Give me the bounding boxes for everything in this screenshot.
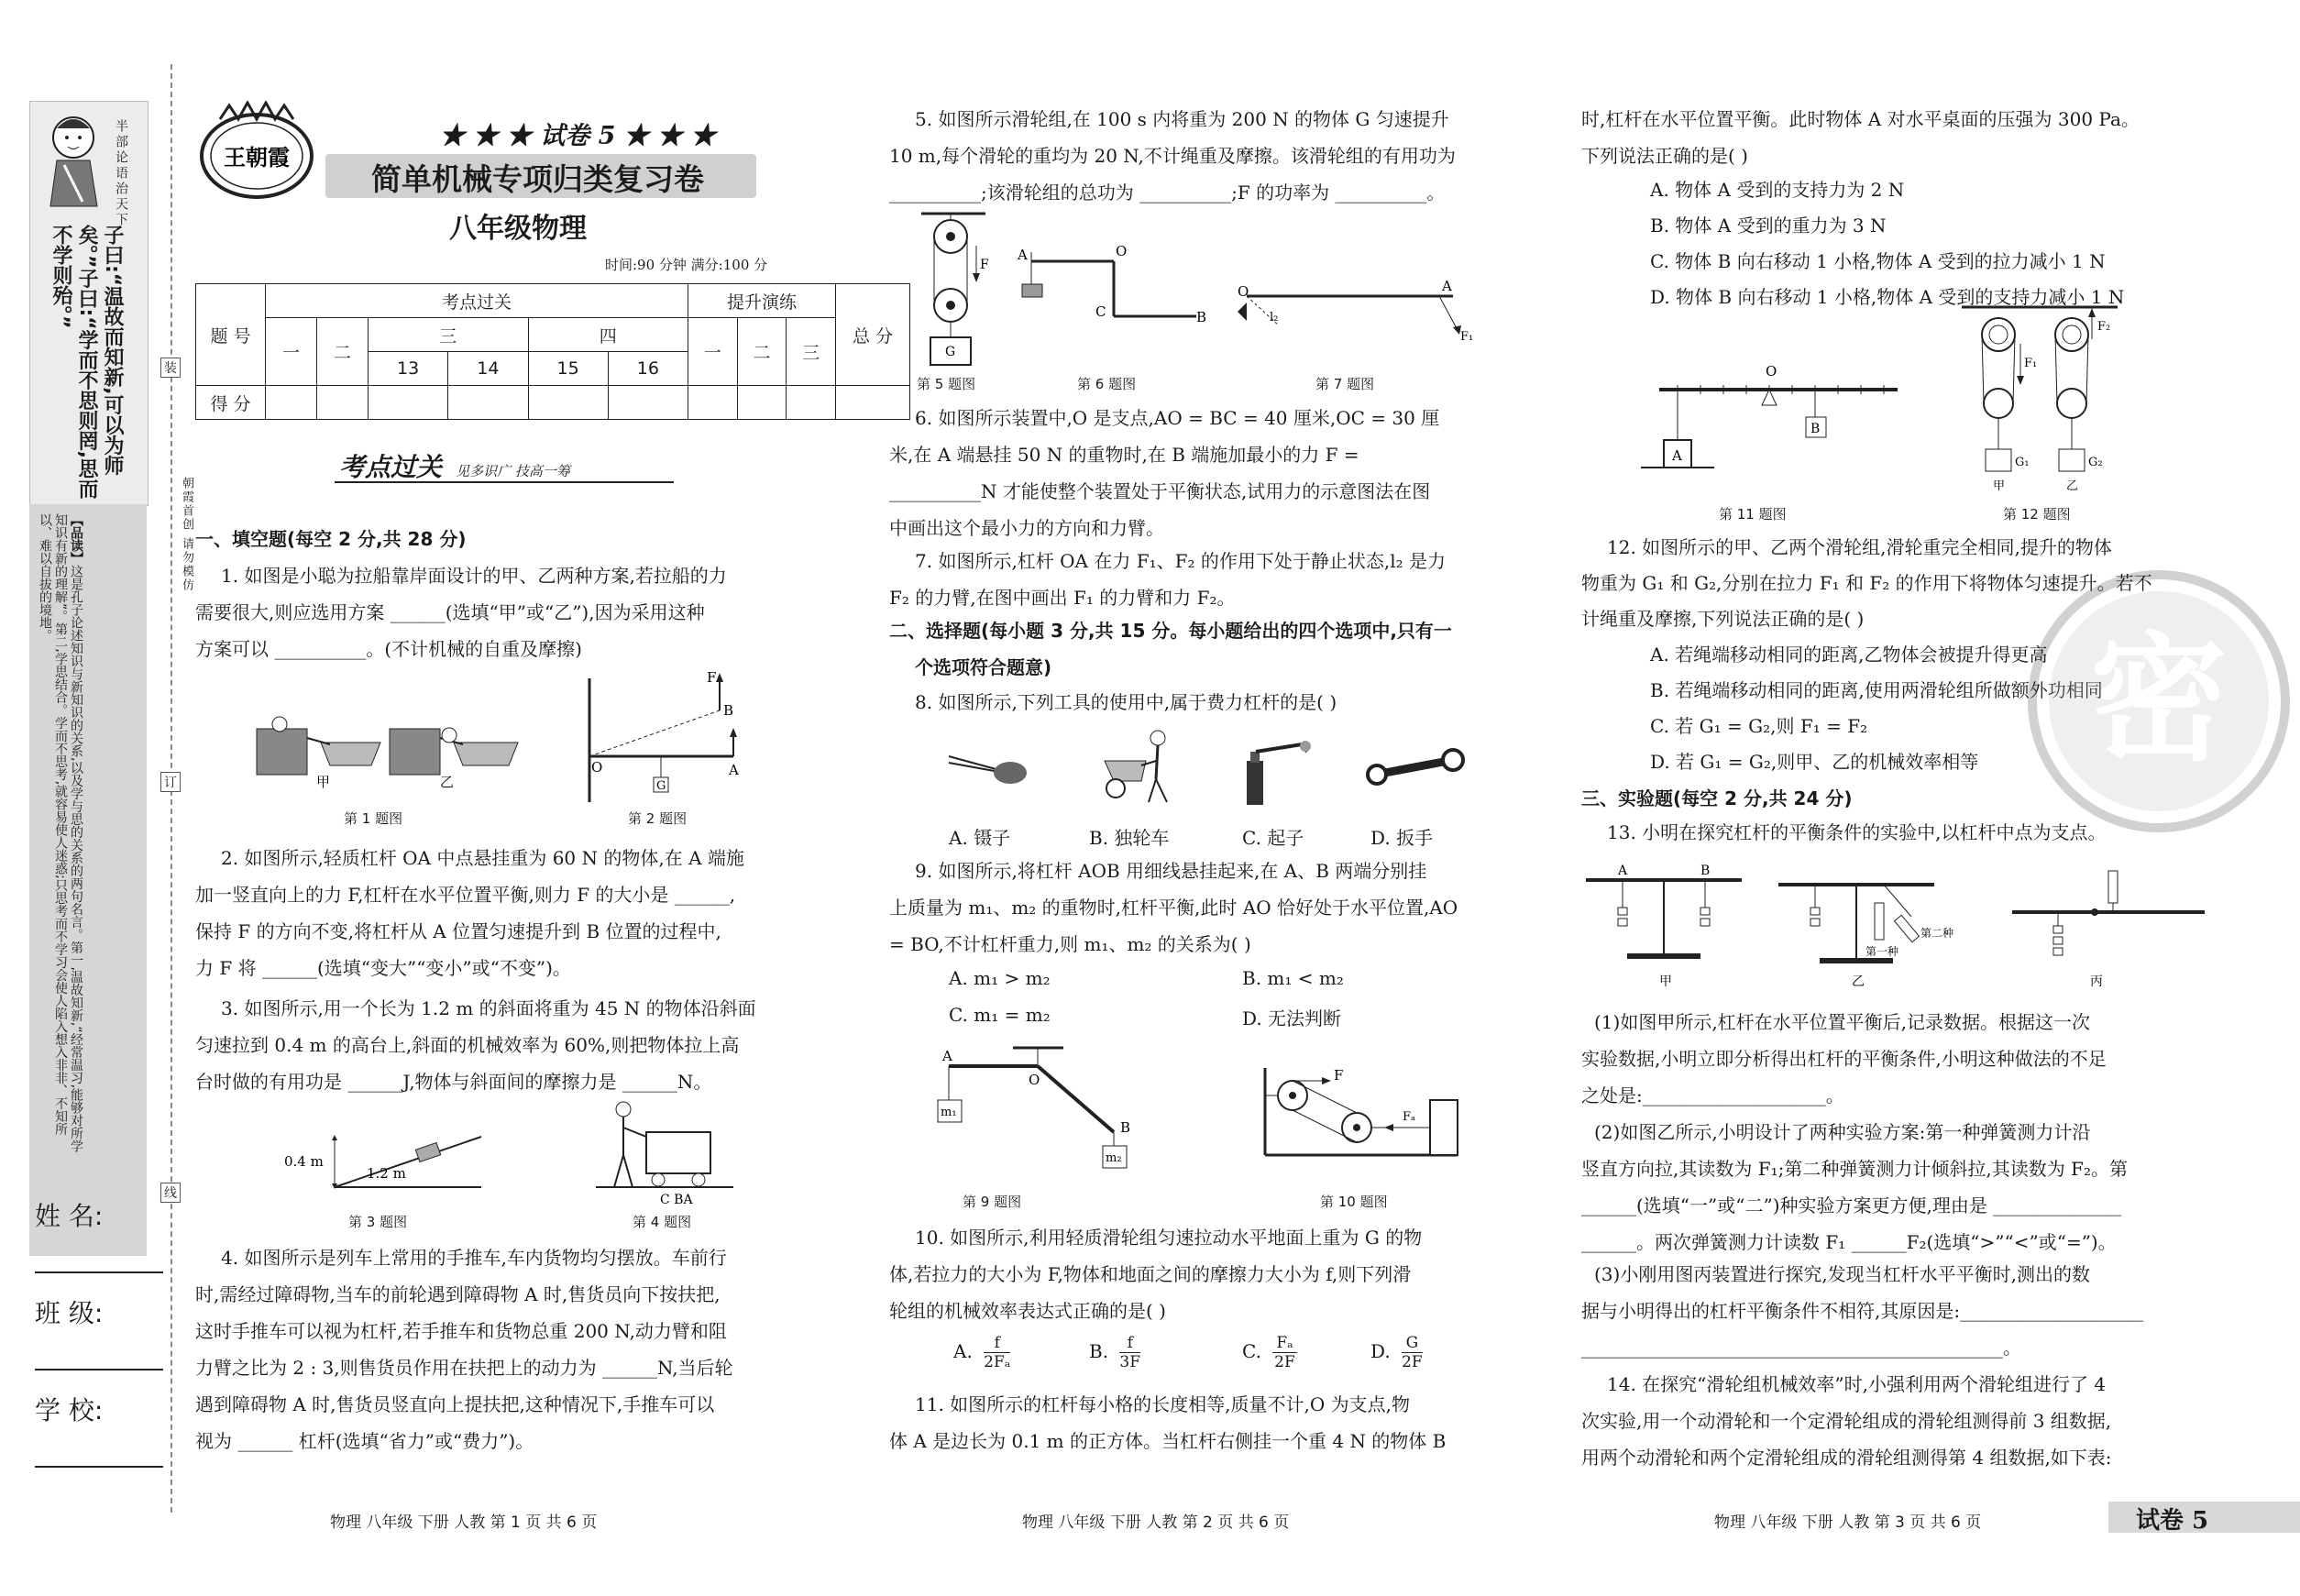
q11-opt-a[interactable]: A. 物体 A 受到的支持力为 2 N: [1650, 179, 1905, 201]
q6-line: 米,在 A 端悬挂 50 N 的重物时,在 B 端施加最小的力 F =: [889, 444, 1359, 466]
question-11-cont: [1581, 101, 2195, 174]
school-field[interactable]: [35, 1429, 163, 1468]
score-14: 14: [448, 352, 528, 386]
paper-number: ★ ★ ★ 试卷 5 ★ ★ ★: [440, 122, 716, 150]
fig1-caption: 第 1 题图: [344, 810, 403, 827]
student-info: [35, 1196, 163, 1468]
question-2: [195, 840, 809, 986]
fig5-G: G: [945, 345, 956, 359]
q3-line: 匀速拉到 0.4 m 的高台上,斜面的机械效率为 60%,则把物体拉上高: [195, 1034, 740, 1056]
q1-line: 需要很大,则应选用方案 ______(选填“甲”或“乙”),因为采用这种: [195, 601, 705, 623]
fig7-caption: 第 7 题图: [1315, 376, 1375, 392]
score-c1: 一: [266, 318, 317, 386]
secret-stamp-icon: [2026, 568, 2292, 834]
q13-3-line: 据与小明得出的杠杆平衡条件不相符,其原因是:____________________: [1581, 1300, 2144, 1322]
page-title: 简单机械专项归类复习卷: [371, 161, 704, 197]
score-group-1: 考点过关: [266, 284, 688, 318]
fig6-B: B: [1196, 309, 1207, 325]
brand-logo: [193, 101, 321, 202]
question-7: [889, 543, 1503, 616]
fig9-m1: m₁: [941, 1106, 957, 1119]
figure-7: [1233, 280, 1480, 344]
score-cell[interactable]: [787, 386, 836, 420]
fig1-yi: 乙: [440, 774, 455, 788]
fig5-F: F: [980, 258, 989, 272]
boat-yi: [390, 728, 518, 775]
q11-line: 体 A 是边长为 0.1 m 的正方体。当杠杆右侧挂一个重 4 N 的物体 B: [889, 1430, 1447, 1452]
score-cell[interactable]: [369, 386, 448, 420]
q11-options: [1650, 172, 2218, 315]
fig2-O: O: [591, 759, 603, 776]
fig9-m2: m₂: [1106, 1151, 1122, 1165]
figure-3: [280, 1109, 490, 1201]
q6-line: __________N 才能使整个装置处于平衡状态,试用力的示意图法在图: [889, 480, 1431, 502]
fig2-A: A: [729, 762, 739, 778]
q4-line: 遇到障碍物 A 时,售货员竖直向上提扶把,这种情况下,手推车可以: [195, 1393, 715, 1415]
banner-main: 考点过关: [339, 452, 443, 482]
q14-line: 用两个动滑轮和两个定滑轮组成的滑轮组测得第 4 组数据,如下表:: [1581, 1447, 2112, 1469]
binding-pin-3: 线: [160, 1183, 181, 1203]
score-cell[interactable]: [266, 386, 317, 420]
logo-text: 王朝霞: [224, 144, 290, 171]
name-field[interactable]: [35, 1235, 163, 1273]
section3-title: 三、实验题(每空 2 分,共 24 分): [1581, 787, 1853, 809]
score-c6: 二: [737, 318, 787, 386]
fig12-F1: F₁: [2024, 357, 2038, 370]
fig13-jia: [1586, 864, 1742, 989]
q11-opt-b[interactable]: B. 物体 A 受到的重力为 3 N: [1650, 215, 1887, 237]
boat-jia: [257, 717, 380, 775]
q8-tweezers-icon: [944, 743, 1027, 788]
figure-13: [1581, 853, 2214, 990]
question-13-1: [1581, 1004, 2205, 1114]
confucius-cartoon-icon: [37, 110, 112, 211]
stamp-text: 密: [2089, 621, 2228, 780]
score-table: [195, 283, 910, 420]
fig12-F2: F₂: [2097, 320, 2111, 334]
q4-line: 时,需经过障碍物,当车的前轮遇到障碍物 A 时,售货员向下按扶把,: [195, 1283, 721, 1305]
fig2-F: F: [707, 669, 717, 686]
q13-3-line: (3)小刚用图丙装置进行探究,发现当杠杆水平平衡时,测出的数: [1594, 1263, 2091, 1285]
pulley-yi: [2055, 308, 2096, 471]
fig13-B: B: [1700, 864, 1711, 878]
q11-opt-d[interactable]: D. 物体 B 向右移动 1 小格,物体 A 受到的支持力减小 1 N: [1650, 286, 2125, 308]
score-cell[interactable]: [528, 386, 608, 420]
fig11-B: B: [1810, 422, 1821, 436]
frac-num: G: [1402, 1334, 1423, 1353]
question-14: [1581, 1366, 2205, 1476]
q4-line: 力臂之比为 2 : 3,则售货员作用在扶把上的动力为 ______N,当后轮: [195, 1357, 733, 1379]
figure-9: [926, 1040, 1137, 1178]
section2-title-line: 个选项符合题意): [915, 656, 1052, 678]
fig9-B: B: [1120, 1119, 1131, 1136]
q13-2-line: 竖直方向拉,其读数为 F₁;第二种弹簧测力计倾斜拉,其读数为 F₂。第: [1581, 1158, 2128, 1180]
fig9-caption: 第 9 题图: [963, 1194, 1022, 1210]
q12-opt-a[interactable]: A. 若绳端移动相同的距离,乙物体会被提升得更高: [1650, 644, 2048, 666]
q10-line: 体,若拉力的大小为 F,物体和地面之间的摩擦力大小为 f,则下列滑: [889, 1263, 1412, 1285]
footer-tag: 试卷 5: [2136, 1507, 2209, 1535]
q8-opt-a[interactable]: A. 镊子: [949, 827, 1011, 849]
q13-3-line: ______________________________________________。: [1581, 1337, 2021, 1359]
q14-line: 次实验,用一个动滑轮和一个定滑轮组成的滑轮组测得前 3 组数据,: [1581, 1410, 2112, 1432]
fig6-O: O: [1116, 243, 1128, 259]
q9-line: = BO,不计杠杆重力,则 m₁、m₂ 的关系为( ): [889, 933, 1251, 955]
question-13-3: [1581, 1256, 2205, 1366]
fig6-caption: 第 6 题图: [1077, 376, 1137, 392]
q10-opt-b[interactable]: [1089, 1334, 1140, 1371]
fig11-A: A: [1672, 447, 1682, 464]
q8-wrench-icon: [1366, 747, 1467, 793]
fig2-G: G: [656, 779, 666, 793]
q8-opt-b[interactable]: B. 独轮车: [1089, 827, 1170, 849]
q10-opt-d[interactable]: [1370, 1334, 1423, 1371]
fig13-jia-label: 甲: [1659, 974, 1672, 989]
q13-1-line: 实验数据,小明立即分析得出杠杆的平衡条件,小明这种做法的不足: [1581, 1048, 2107, 1070]
fig7-O: O: [1238, 283, 1249, 300]
q7-line: 7. 如图所示,杠杆 OA 在力 F₁、F₂ 的作用下处于静止状态,l₂ 是力: [915, 550, 1446, 572]
q2-line: 保持 F 的方向不变,将杠杆从 A 位置匀速提升到 B 位置的过程中,: [195, 920, 721, 942]
question-1: [195, 557, 809, 667]
binding-pin-2: 订: [160, 772, 181, 792]
q8-wheelbarrow-icon: [1095, 724, 1178, 807]
q13-2-line: ______(选填“一”或“二”)种实验方案更方便,理由是 ______________: [1581, 1194, 2122, 1216]
question-9: [889, 853, 1503, 963]
fig9-O: O: [1029, 1072, 1040, 1088]
paper-number-text: 试卷 5: [540, 122, 616, 150]
q6-line: 6. 如图所示装置中,O 是支点,AO = BC = 40 厘米,OC = 30 厘: [915, 407, 1440, 429]
sidebar-quote: 子曰:“温故而知新,可以为师矣。”子曰:“学而不思则罔,思而不学则殆。”: [50, 225, 124, 500]
score-c5: 一: [688, 318, 738, 386]
fig5-caption: 第 5 题图: [917, 376, 976, 392]
fig6-A: A: [1018, 247, 1028, 263]
figure-1: [252, 688, 527, 788]
section2-title-line: 二、选择题(每小题 3 分,共 15 分。每小题给出的四个选项中,只有一: [889, 620, 1452, 642]
q10-line: 10. 如图所示,利用轻质滑轮组匀速拉动水平地面上重为 G 的物: [915, 1227, 1423, 1249]
q7-line: F₂ 的力臂,在图中画出 F₁ 的力臂和力 F₂。: [889, 587, 1236, 609]
fig12-caption: 第 12 题图: [2003, 506, 2071, 523]
q9-opt-b[interactable]: B. m₁ < m₂: [1242, 967, 1344, 989]
question-13-2: [1581, 1114, 2205, 1260]
sidebar-reading: [37, 513, 83, 1155]
question-11: [889, 1386, 1503, 1459]
score-cell[interactable]: [688, 386, 738, 420]
q4-line: 4. 如图所示是列车上常用的手推车,车内货物均匀摆放。车前行: [221, 1247, 727, 1269]
frac-den: 3F: [1119, 1353, 1141, 1371]
fig12-jia: 甲: [1993, 479, 2006, 493]
frac-num: f: [1119, 1334, 1140, 1353]
q9-line: 9. 如图所示,将杠杆 AOB 用细线悬挂起来,在 A、B 两端分别挂: [915, 860, 1427, 882]
score-cell[interactable]: [317, 386, 369, 420]
page-subtitle: 八年级物理: [449, 213, 587, 245]
question-10: [889, 1219, 1503, 1329]
fig7-l2: l₂: [1270, 311, 1279, 325]
section1-title: 一、填空题(每空 2 分,共 28 分): [195, 528, 467, 550]
frac-num: f: [984, 1334, 1010, 1353]
score-c3: 三: [369, 318, 529, 352]
footer-page-3: 物理 八年级 下册 人教 第 3 页 共 6 页: [1714, 1513, 1982, 1532]
figure-6: [1013, 243, 1215, 335]
score-cell[interactable]: [448, 386, 528, 420]
figure-12: [1962, 303, 2118, 495]
footer-page-1: 物理 八年级 下册 人教 第 1 页 共 6 页: [330, 1513, 598, 1532]
question-6: [889, 400, 1503, 546]
score-13: 13: [369, 352, 448, 386]
figure-4: [596, 1095, 733, 1205]
frac-label: B.: [1089, 1340, 1109, 1362]
q12-line: 计绳重及摩擦,下列说法正确的是( ): [1581, 608, 1865, 630]
q12-line: 物重为 G₁ 和 G₂,分别在拉力 F₁ 和 F₂ 的作用下将物体匀速提升。若不: [1581, 572, 2152, 594]
figure-5: [912, 209, 1004, 374]
fig10-F: F: [1334, 1067, 1344, 1084]
q8-opt-c[interactable]: C. 起子: [1242, 827, 1304, 849]
q5-line: 10 m,每个滑轮的重均为 20 N,不计绳重及摩擦。该滑轮组的有用功为: [889, 145, 1456, 167]
sidebar-motto: 半部论语治天下: [114, 119, 128, 228]
fig12-G1: G₁: [2015, 456, 2030, 469]
fig13-A: A: [1618, 864, 1628, 878]
q14-line: 14. 在探究“滑轮组机械效率”时,小强利用两个滑轮组进行了 4: [1607, 1373, 2107, 1395]
q12-opt-c[interactable]: C. 若 G₁ = G₂,则 F₁ = F₂: [1650, 715, 1868, 737]
fig13-bing-label: 丙: [2090, 974, 2103, 989]
q2-line: 加一竖直向上的力 F,杠杆在水平位置平衡,则力 F 的大小是 ______,: [195, 884, 736, 906]
q11-line: 下列说法正确的是( ): [1581, 145, 1748, 167]
fig13-bing: [2012, 871, 2205, 989]
fig10-FA: Fₐ: [1403, 1110, 1416, 1124]
question-8: 8. 如图所示,下列工具的使用中,属于费力杠杆的是( ): [915, 691, 1337, 713]
score-15: 15: [528, 352, 608, 386]
fig12-yi: 乙: [2066, 479, 2079, 493]
footer-page-2: 物理 八年级 下册 人教 第 2 页 共 6 页: [1022, 1513, 1290, 1532]
fig2-B: B: [723, 702, 734, 719]
time-info: 时间:90 分钟 满分:100 分: [605, 257, 768, 273]
fig13-second: 第二种: [1920, 927, 1954, 940]
q4-line: 视为 ______ 杠杆(选填“省力”或“费力”)。: [195, 1430, 534, 1452]
q9-opt-d[interactable]: D. 无法判断: [1242, 1007, 1342, 1029]
question-4: [195, 1239, 809, 1459]
q1-line: 方案可以 __________。(不计机械的自重及摩擦): [195, 638, 582, 660]
q1-line: 1. 如图是小聪为拉船靠岸面设计的甲、乙两种方案,若拉船的力: [221, 565, 727, 587]
school-label: 学 校:: [35, 1395, 104, 1425]
binding-pin-1: 装: [160, 358, 181, 378]
q9-opt-c[interactable]: C. m₁ = m₂: [949, 1004, 1051, 1026]
figure-10: [1256, 1063, 1467, 1164]
fig11-caption: 第 11 题图: [1719, 506, 1787, 523]
score-group-2: 提升演练: [688, 284, 836, 318]
name-label: 姓 名:: [35, 1201, 104, 1231]
question-5: [889, 101, 1503, 211]
q11-line: 11. 如图所示的杠杆每小格的长度相等,质量不计,O 为支点,物: [915, 1393, 1410, 1415]
q12-opt-b[interactable]: B. 若绳端移动相同的距离,使用两滑轮组所做额外功相同: [1650, 679, 2103, 701]
fig9-A: A: [942, 1048, 952, 1064]
score-16: 16: [608, 352, 688, 386]
q12-opt-d[interactable]: D. 若 G₁ = G₂,则甲、乙的机械效率相等: [1650, 751, 1979, 773]
q9-line: 上质量为 m₁、m₂ 的重物时,杠杆平衡,此时 AO 恰好处于水平位置,AO: [889, 897, 1458, 919]
q10-opt-a[interactable]: [953, 1334, 1010, 1371]
score-c2: 二: [317, 318, 369, 386]
q10-line: 轮组的机械效率表达式正确的是( ): [889, 1300, 1166, 1322]
fig13-yi: [1778, 885, 1953, 989]
q10-opt-c[interactable]: [1242, 1334, 1297, 1371]
q3-line: 3. 如图所示,用一个长为 1.2 m 的斜面将重为 45 N 的物体沿斜面: [221, 997, 756, 1019]
fig6-C: C: [1095, 303, 1106, 320]
frac-label: A.: [953, 1340, 973, 1362]
fig12-G2: G₂: [2088, 456, 2103, 469]
score-total: 总 分: [836, 284, 910, 386]
score-cell[interactable]: [608, 386, 688, 420]
reading-label: 【品读】: [69, 513, 83, 565]
q8-opt-d[interactable]: D. 扳手: [1370, 827, 1434, 849]
score-c4: 四: [528, 318, 688, 352]
reading-text: 这是孔子论述知识与新知识的关系,以及学与思的关系的两句名言。第一,温故知新,“经常温习,能够对所学知识有新的理解”。第二,学思结合。学而不思考,就容易使人迷惑;只思考而不学习会使人陷入想入非非、不知所以、难以自拔的境地。: [38, 513, 83, 1153]
q3-line: 台时做的有用功是 ______J,物体与斜面间的摩擦力是 ______N。: [195, 1071, 712, 1093]
fig7-A: A: [1442, 280, 1452, 294]
fig4-caption: 第 4 题图: [633, 1214, 692, 1230]
fig7-F1: F₁: [1460, 330, 1474, 344]
fig3-length: 1.2 m: [367, 1165, 406, 1182]
q5-line: 5. 如图所示滑轮组,在 100 s 内将重为 200 N 的物体 G 匀速提升: [915, 108, 1449, 130]
fig4-labels: C BA: [660, 1193, 693, 1205]
section2-title: [889, 612, 1503, 686]
class-field[interactable]: [35, 1332, 163, 1370]
frac-den: 2F: [1402, 1353, 1423, 1371]
fig1-jia: 甲: [316, 774, 331, 788]
fig13-first: 第一种: [1865, 945, 1899, 958]
frac-label: D.: [1370, 1340, 1391, 1362]
sidebar: [29, 101, 193, 1164]
fig13-yi-label: 乙: [1852, 974, 1865, 989]
q13-2-line: ______。两次弹簧测力计读数 F₁ ______F₂(选填“>”“<”或“=”)。: [1581, 1231, 2117, 1253]
fig3-caption: 第 3 题图: [348, 1214, 408, 1230]
frac-label: C.: [1242, 1340, 1261, 1362]
banner-sub: 见多识广 技高一筹: [456, 463, 570, 479]
fig10-caption: 第 10 题图: [1320, 1194, 1388, 1210]
class-label: 班 级:: [35, 1298, 104, 1328]
q2-line: 2. 如图所示,轻质杠杆 OA 中点悬挂重为 60 N 的物体,在 A 端施: [221, 847, 744, 869]
figure-2: [573, 669, 765, 807]
figure-11: [1641, 358, 1907, 477]
fig3-height: 0.4 m: [284, 1153, 324, 1170]
sidebar-seal-note: 朝霞首创 请勿模仿: [180, 477, 193, 593]
score-row-label-2: 得 分: [196, 386, 266, 420]
q11-opt-c[interactable]: C. 物体 B 向右移动 1 小格,物体 A 受到的拉力减小 1 N: [1650, 250, 2106, 272]
q6-line: 中画出这个最小力的方向和力臂。: [889, 517, 1164, 539]
q9-opt-a[interactable]: A. m₁ > m₂: [949, 967, 1051, 989]
pulley-jia: [1982, 318, 2024, 471]
score-cell[interactable]: [737, 386, 787, 420]
q13-1-line: (1)如图甲所示,杠杆在水平位置平衡后,记录数据。根据这一次: [1594, 1011, 2091, 1033]
question-13: 13. 小明在探究杠杆的平衡条件的实验中,以杠杆中点为支点。: [1607, 821, 2107, 843]
q4-line: 这时手推车可以视为杠杆,若手推车和货物总重 200 N,动力臂和阻: [195, 1320, 727, 1342]
banner-underline: [335, 481, 674, 483]
fig2-caption: 第 2 题图: [628, 810, 688, 827]
frac-num: Fₐ: [1272, 1334, 1296, 1353]
q8-opener-icon: [1238, 733, 1320, 807]
fig11-O: O: [1766, 363, 1777, 380]
question-3: [195, 990, 809, 1100]
score-c7: 三: [787, 318, 836, 386]
section-banner: [339, 447, 570, 484]
q11-line: 时,杠杆在水平位置平衡。此时物体 A 对水平桌面的压强为 300 Pa。: [1581, 108, 2140, 130]
q5-line: __________;该滑轮组的总功为 __________;F 的功率为 __________。: [889, 182, 1446, 204]
q2-line: 力 F 将 ______(选填“变大”“变小”或“不变”)。: [195, 957, 571, 979]
score-row-label-1: 题 号: [196, 284, 266, 386]
frac-den: 2F: [1274, 1353, 1295, 1371]
q13-2-line: (2)如图乙所示,小明设计了两种实验方案:第一种弹簧测力计沿: [1594, 1121, 2091, 1143]
q12-line: 12. 如图所示的甲、乙两个滑轮组,滑轮重完全相同,提升的物体: [1607, 536, 2112, 558]
q13-1-line: 之处是:____________________。: [1581, 1084, 1844, 1106]
frac-den: 2Fₐ: [984, 1353, 1011, 1371]
